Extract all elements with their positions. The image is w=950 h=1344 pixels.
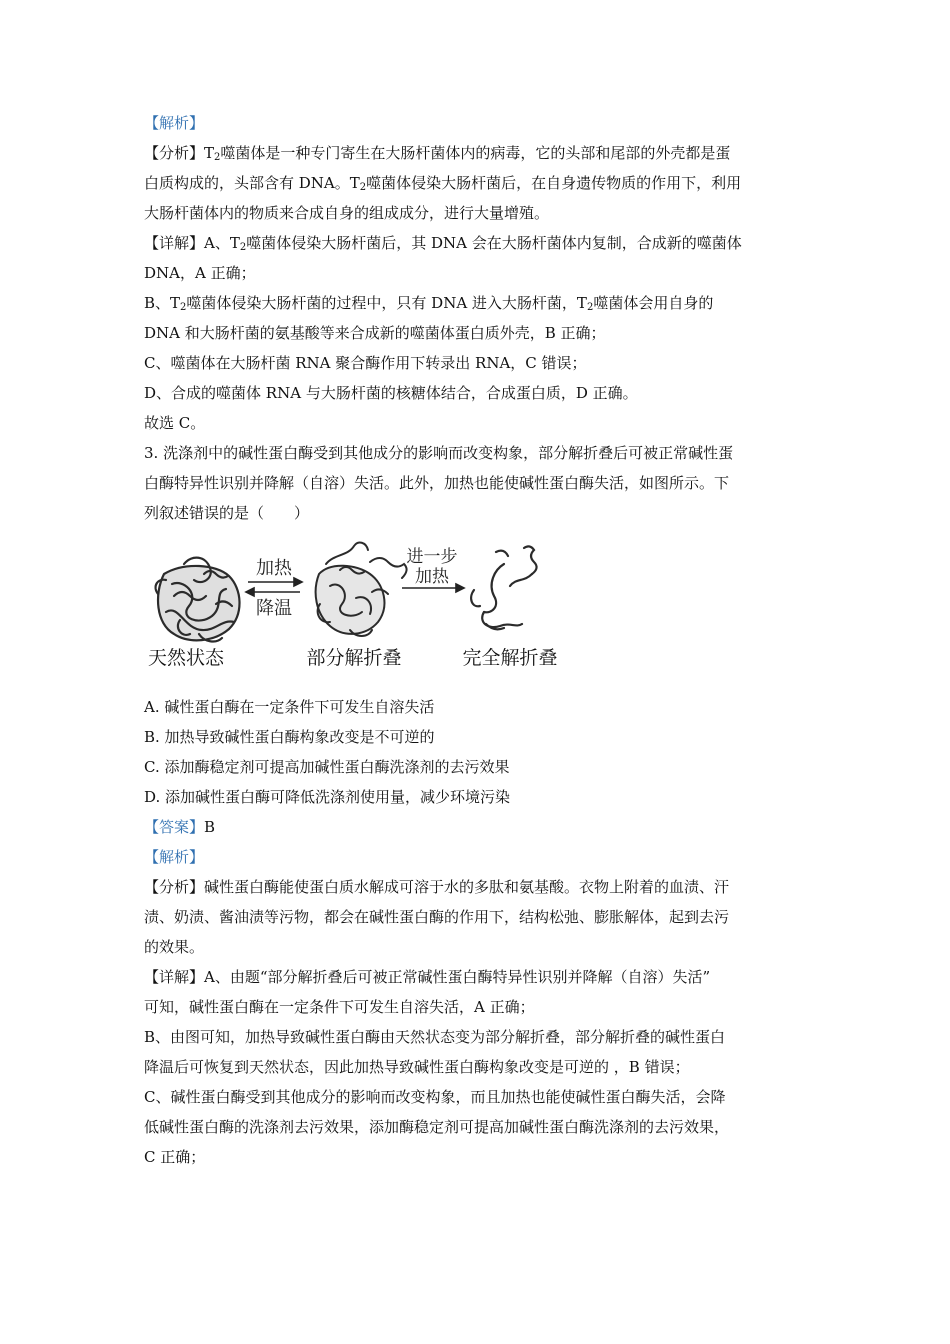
option-c: C. 添加酶稳定剂可提高加碱性蛋白酶洗涤剂的去污效果 [144,758,510,776]
figure-svg [144,534,574,684]
analysis-line-2: 白质构成的，头部含有 DNA。$T_2$噬菌体侵染大肠杆菌后，在自身遗传物质的作用下，利用 [144,174,742,193]
q3-detail-b-line-1: B、由图可知，加热导致碱性蛋白酶由天然状态变为部分解折叠，部分解折叠的碱性蛋白 [144,1028,726,1046]
detail-b-line-2: DNA 和大肠杆菌的氨基酸等来合成新的噬菌体蛋白质外壳，B 正确； [144,324,606,342]
option-d: D. 添加碱性蛋白酶可降低洗涤剂使用量，减少环境污染 [144,788,511,806]
content-column [144,108,814,1172]
label-native-state: 天然状态 [147,648,225,669]
protein-unfolding-figure [144,534,574,684]
detail-b-line-1: B、$T_2$噬菌体侵染大肠杆菌的过程中，只有 DNA 进入大肠杆菌，$T_2$噬菌体会用自身的 [144,294,714,313]
detail-d-line: D、合成的噬菌体 RNA 与大肠杆菌的核糖体结合，合成蛋白质，D 正确。 [144,384,638,402]
detail-a-line-1: 【详解】A、$T_2$噬菌体侵染大肠杆菌后，其 DNA 会在大肠杆菌体内复制，合成新的噬菌体 [144,234,742,253]
option-b: B. 加热导致碱性蛋白酶构象改变是不可逆的 [144,728,435,746]
question-3-stem-line-3: 列叙述错误的是（ ） [144,504,310,522]
q3-detail-c-line-2: 低碱性蛋白酶的洗涤剂去污效果，添加酶稳定剂可提高加碱性蛋白酶洗涤剂的去污效果， [144,1118,730,1136]
answer-line [144,812,814,842]
analysis-tag: 【解析】 [144,114,205,132]
partial-unfolded-protein-image [316,543,407,636]
conclusion-line: 故选 C。 [144,414,206,432]
detail-c-line: C、噬菌体在大肠杆菌 RNA 聚合酶作用下转录出 RNA，C 错误； [144,354,587,372]
q3-detail-b-line-2: 降温后可恢复到天然状态，因此加热导致碱性蛋白酶构象改变是可逆的 ，B 错误； [144,1058,690,1076]
arrow1-top-label: 加热 [256,558,292,578]
option-a: A. 碱性蛋白酶在一定条件下可发生自溶失活 [144,698,435,716]
arrow1-bottom-label: 降温 [256,598,292,618]
answer-tag: 【答案】 [144,818,205,836]
analysis-line-1: 【分析】$T_2$噬菌体是一种专门寄生在大肠杆菌体内的病毒，它的头部和尾部的外壳都是蛋 [144,144,731,163]
question-3-stem-line-2: 白酶特异性识别并降解（自溶）失活。此外，加热也能使碱性蛋白酶失活，如图所示。下 [144,474,730,492]
analysis-line-3: 大肠杆菌体内的物质来合成自身的组成成分，进行大量增殖。 [144,204,550,222]
q3-analysis-line-2: 渍、奶渍、酱油渍等污物，都会在碱性蛋白酶的作用下，结构松弛、膨胀解体，起到去污 [144,908,730,926]
q3-analysis-line-1: 【分析】碱性蛋白酶能使蛋白质水解成可溶于水的多肽和氨基酸。衣物上附着的血渍、汗 [144,878,730,896]
detail-tag: 【详解】 [144,234,205,252]
q3-analysis-line-3: 的效果。 [144,938,205,956]
analysis-tag-label: 【分析】 [144,144,205,162]
q3-detail-c-line-1: C、碱性蛋白酶受到其他成分的影响而改变构象，而且加热也能使碱性蛋白酶失活，会降 [144,1088,726,1106]
analysis-tag-q3: 【解析】 [144,848,205,866]
question-3-stem-line-1: 3. 洗涤剂中的碱性蛋白酶受到其他成分的影响而改变构象，部分解折叠后可被正常碱性蛋 [144,444,734,462]
arrow2-bottom-label: 加热 [415,567,449,586]
native-state-protein-image [156,558,240,642]
fully-unfolded-protein-image [471,546,536,629]
q3-detail-c-line-3: C 正确； [144,1148,206,1166]
label-fully-unfolded: 完全解折叠 [462,648,558,669]
q3-detail-a-line-1: 【详解】A、由题“部分解折叠后可被正常碱性蛋白酶特异性识别并降解（自溶）失活” [144,968,711,986]
label-partial-unfolded: 部分解折叠 [306,648,402,669]
reversible-arrow [246,578,302,596]
answer-value: B [204,818,216,836]
arrow2-top-label: 进一步 [406,547,458,566]
detail-a-line-2: DNA，A 正确； [144,264,256,282]
q3-detail-a-line-2: 可知，碱性蛋白酶在一定条件下可发生自溶失活，A 正确； [144,998,535,1016]
